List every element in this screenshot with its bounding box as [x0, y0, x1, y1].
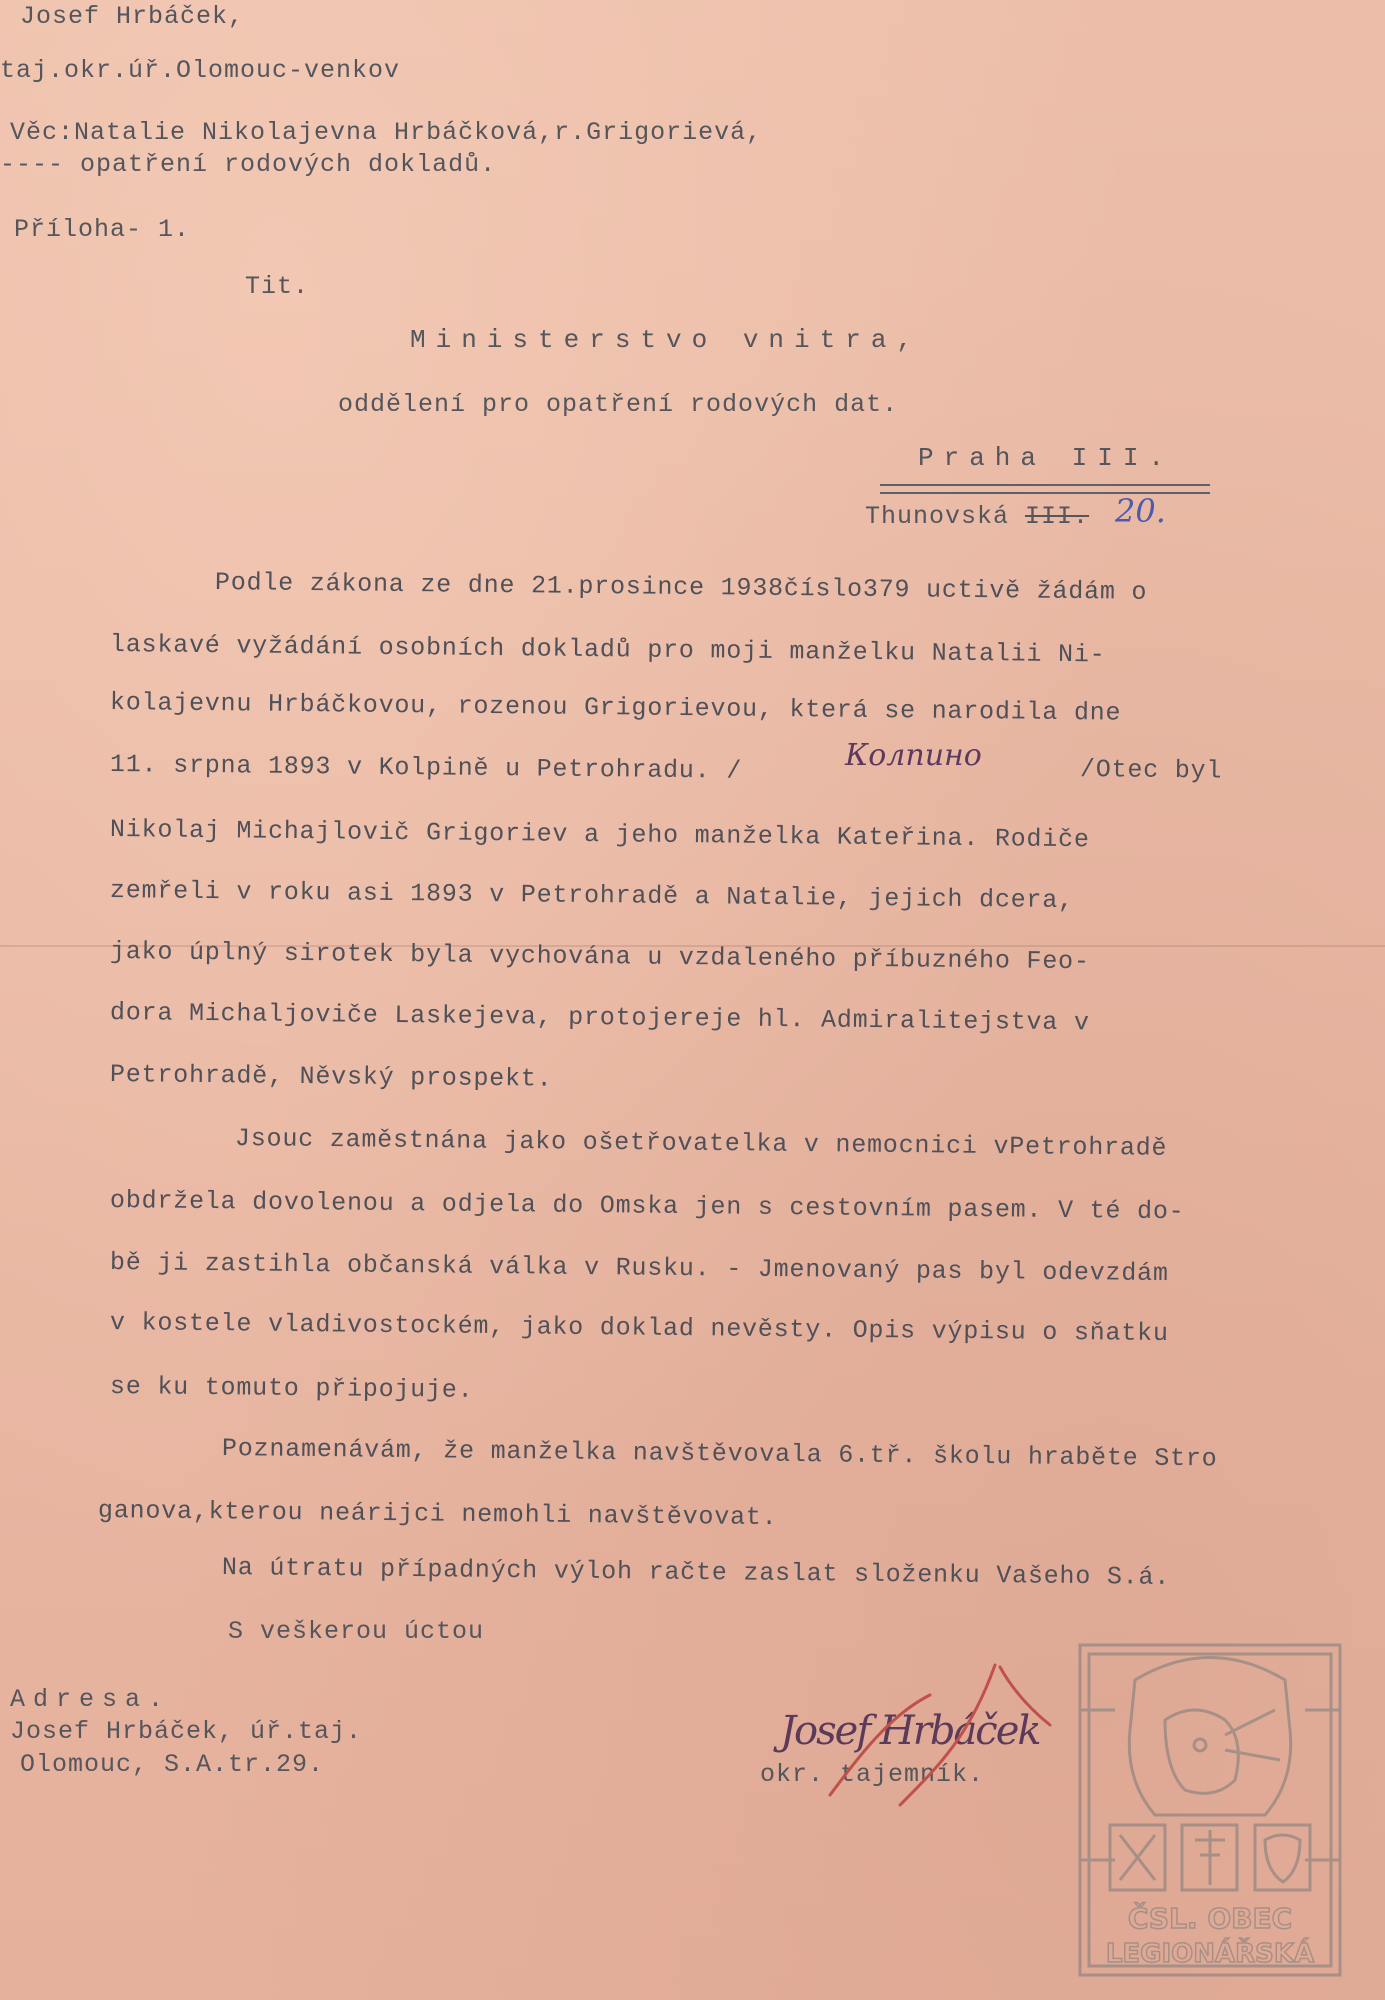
body-line: obdržela dovolenou a odjela do Omska jen s cestovním pasem. V té do-: [109, 1186, 1185, 1227]
sender-office: taj.okr.úř.Olomouc-venkov: [0, 56, 401, 85]
ministry-name: Ministerstvo vnitra,: [410, 325, 923, 355]
body-line: zemřeli v roku asi 1893 v Petrohradě a Natalie, jejich dcera,: [109, 876, 1075, 916]
ministry-city: Praha III.: [918, 443, 1175, 473]
body-line: Nikolaj Michajlovič Grigoriev a jeho manželka Kateřina. Rodiče: [109, 815, 1090, 855]
body-line: Poznamenávám, že manželka navštěvovala 6.tř. školu hraběte Stro: [221, 1434, 1218, 1474]
sender-name: Josef Hrbáček,: [20, 2, 245, 31]
subject-line-1: Věc:Natalie Nikolajevna Hrbáčková,r.Grigorievá,: [10, 118, 763, 147]
body-line: jako úplný sirotek byla vychována u vzdaleného příbuzného Feo-: [109, 937, 1090, 977]
street-number-typed: III.: [1025, 502, 1090, 531]
body-line: 11. srpna 1893 v Kolpině u Petrohradu. /: [109, 750, 743, 786]
body-line: dora Michaljoviče Laskejeva, protojereje hl. Admiralitejstva v: [109, 998, 1090, 1038]
subject-line-2: ---- opatření rodových dokladů.: [0, 150, 497, 179]
body-line: Petrohradě, Něvský prospekt.: [109, 1060, 553, 1094]
body-line: se ku tomuto připojuje.: [109, 1372, 474, 1405]
address-name: Josef Hrbáček, úř.taj.: [10, 1717, 363, 1746]
ministry-street: [865, 502, 1089, 532]
body-line: Jsouc zaměstnána jako ošetřovatelka v nemocnici vPetrohradě: [234, 1124, 1168, 1163]
body-line: ganova,kterou neárijci nemohli navštěvovat.: [97, 1496, 778, 1533]
body-line: Na útratu případných výloh račte zaslat složenku Vašeho S.á.: [221, 1553, 1171, 1592]
body-line: v kostele vladivostockém, jako doklad nevěsty. Opis výpisu o sňatku: [109, 1308, 1169, 1349]
watermark-text-line1: ČSL. OBEC: [1127, 1902, 1293, 1935]
address-city: Olomouc, S.A.tr.29.: [20, 1750, 325, 1779]
legion-watermark-logo: [1075, 1640, 1345, 1980]
handwritten-insert: Колпино: [845, 738, 982, 773]
body-line: Podle zákona ze dne 21.prosince 1938číslo379 uctivě žádám o: [214, 568, 1148, 607]
ministry-department: oddělení pro opatření rodových dat.: [338, 390, 899, 419]
body-line-end: /Otec byl: [1079, 755, 1223, 786]
body-line: laskavé vyžádání osobních dokladů pro moji manželku Natalii Ni-: [109, 630, 1106, 670]
closing-phrase: S veškerou úctou: [228, 1617, 485, 1646]
street-number-handwritten: 20.: [1115, 492, 1166, 530]
street-name: Thunovská: [865, 502, 1010, 531]
salutation: Tit.: [245, 272, 310, 301]
body-line: kolajevnu Hrbáčkovou, rozenou Grigorievou, která se narodila dne: [109, 688, 1122, 728]
signer-title: okr. tajemník.: [760, 1760, 985, 1789]
watermark-text-line2: LEGIONÁŘSKÁ: [1105, 1939, 1315, 1969]
address-label: Adresa.: [10, 1685, 172, 1714]
body-line: bě ji zastihla občanská válka v Rusku. - Jmenovaný pas byl odevzdám: [109, 1248, 1169, 1289]
attachment-note: Příloha- 1.: [14, 215, 191, 244]
handwritten-signature: Josef Hrbáček: [780, 1708, 1040, 1754]
